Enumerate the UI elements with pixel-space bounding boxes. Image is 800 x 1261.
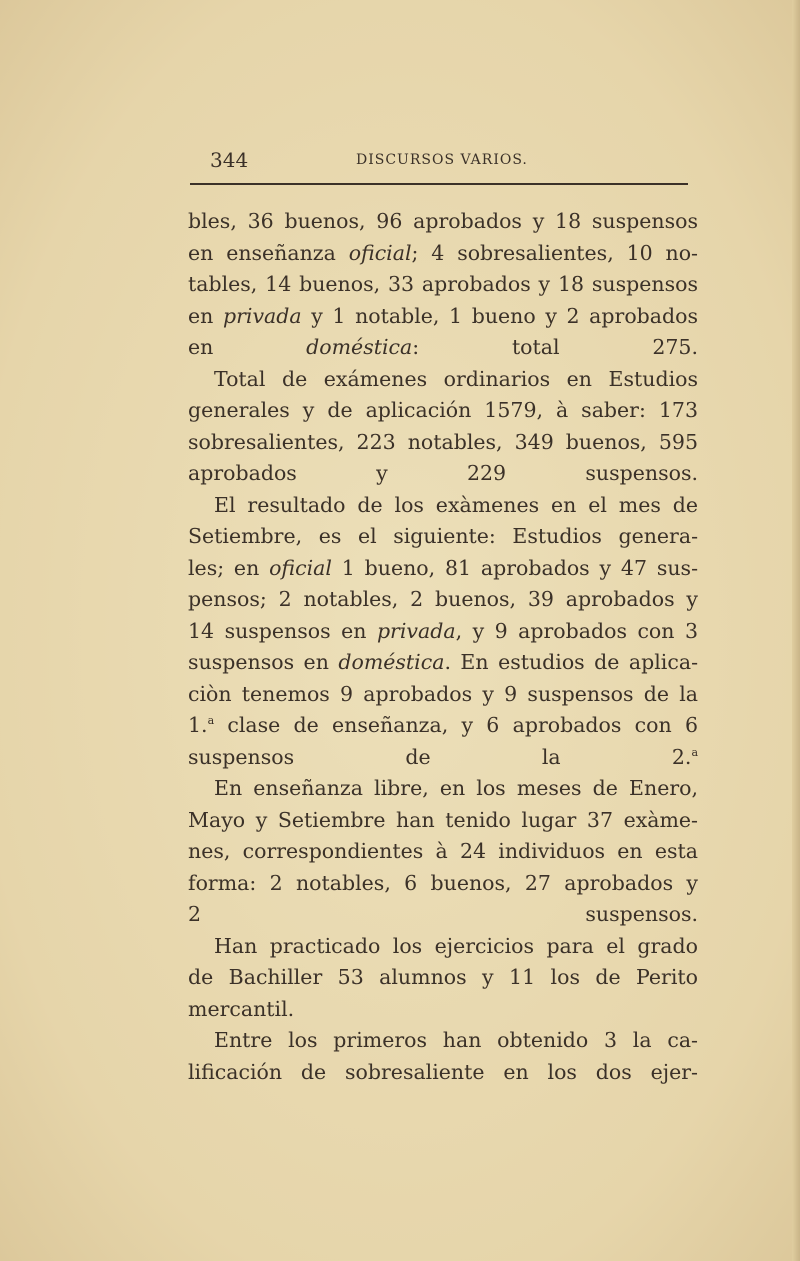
text-segment: sobresalientes, 223 notables, 349 buenos, 595 xyxy=(188,429,698,454)
text-segment: en enseñanza xyxy=(188,240,349,265)
text-line xyxy=(188,805,698,837)
text-segment: tables, 14 buenos, 33 aprobados y 18 suspensos xyxy=(188,272,698,296)
text-segment: Entre los primeros han obtenido 3 la ca- xyxy=(214,1028,698,1052)
text-segment: mercantil. xyxy=(188,996,295,1021)
text-line xyxy=(188,836,698,868)
text-segment: pensos; 2 notables, 2 buenos, 39 aprobados y xyxy=(188,587,698,611)
text-line xyxy=(188,1057,698,1089)
text-segment: y 1 notable, 1 bueno y 2 aprobados xyxy=(301,303,699,328)
text-line xyxy=(188,206,698,238)
text-segment: nes, correspondientes à 24 individuos en esta xyxy=(188,839,698,863)
italic-text: privada xyxy=(222,303,302,328)
text-segment: Han practicado los ejercicios para el grado xyxy=(214,933,698,958)
page-edge xyxy=(792,0,800,1261)
text-segment: , y 9 aprobados con 3 xyxy=(455,618,698,643)
text-segment: El resultado de los exàmenes en el mes de xyxy=(214,492,698,517)
text-segment: clase de enseñanza, y 6 aprobados con 6 xyxy=(214,713,698,737)
text-segment: les; en xyxy=(188,555,270,580)
italic-text: oficial xyxy=(269,555,332,580)
body-text xyxy=(188,206,698,1088)
text-line xyxy=(188,458,698,490)
text-line xyxy=(188,773,698,805)
superscript: a xyxy=(691,745,698,759)
text-segment: de Bachiller 53 alumnos y 11 los de Perito xyxy=(188,965,698,989)
text-segment: Setiembre, es el siguiente: Estudios genera- xyxy=(188,524,698,548)
text-line xyxy=(188,931,698,963)
running-title: DISCURSOS VARIOS. xyxy=(356,152,528,168)
text-line xyxy=(188,490,698,522)
text-segment: Mayo y Setiembre han tenido lugar 37 exàme- xyxy=(188,807,698,832)
text-segment: suspensos en xyxy=(188,650,339,674)
text-line xyxy=(188,269,698,301)
text-line xyxy=(188,616,698,648)
text-segment: en xyxy=(188,335,307,359)
text-line xyxy=(188,647,698,679)
text-line xyxy=(188,962,698,994)
text-segment: ; 4 sobresalientes, 10 no- xyxy=(411,240,698,265)
text-segment: en xyxy=(188,303,223,328)
superscript: a xyxy=(207,714,215,728)
text-line xyxy=(188,427,698,459)
italic-text: doméstica xyxy=(306,335,413,359)
text-line xyxy=(188,1025,698,1057)
text-segment: lificación de sobresaliente en los dos ejer- xyxy=(188,1059,698,1084)
text-segment: Total de exámenes ordinarios en Estudios xyxy=(214,366,698,391)
text-segment: . En estudios de aplica- xyxy=(444,650,698,674)
text-segment: bles, 36 buenos, 96 aprobados y 18 suspensos xyxy=(188,209,698,233)
text-segment: suspensos de la 2. xyxy=(188,744,692,769)
text-segment: 14 suspensos en xyxy=(188,618,377,643)
text-segment: : total 275. xyxy=(412,335,698,359)
header-rule xyxy=(190,183,688,185)
text-line xyxy=(188,584,698,616)
text-segment: aprobados y 229 suspensos. xyxy=(188,461,698,485)
text-segment: forma: 2 notables, 6 buenos, 27 aprobados y xyxy=(188,870,698,895)
text-segment: En enseñanza libre, en los meses de Enero, xyxy=(214,776,698,800)
text-segment: 1. xyxy=(188,713,208,737)
text-line xyxy=(188,710,698,742)
text-segment: generales y de aplicación 1579, à saber: 173 xyxy=(188,398,698,422)
text-line xyxy=(188,332,698,364)
page-number: 344 xyxy=(210,148,249,172)
text-line xyxy=(188,301,698,333)
text-line xyxy=(188,899,698,931)
text-line xyxy=(188,679,698,711)
text-line xyxy=(188,553,698,585)
text-line xyxy=(188,364,698,396)
text-line xyxy=(188,238,698,270)
text-segment: ciòn tenemos 9 aprobados y 9 suspensos de la xyxy=(188,681,698,706)
text-segment: 1 bueno, 81 aprobados y 47 sus- xyxy=(331,555,698,580)
text-segment: 2 suspensos. xyxy=(188,902,698,926)
text-line xyxy=(188,994,698,1026)
text-line xyxy=(188,742,698,774)
italic-text: oficial xyxy=(348,240,412,265)
text-line xyxy=(188,395,698,427)
italic-text: doméstica xyxy=(338,650,445,674)
italic-text: privada xyxy=(376,618,456,643)
text-line xyxy=(188,868,698,900)
text-line xyxy=(188,521,698,553)
